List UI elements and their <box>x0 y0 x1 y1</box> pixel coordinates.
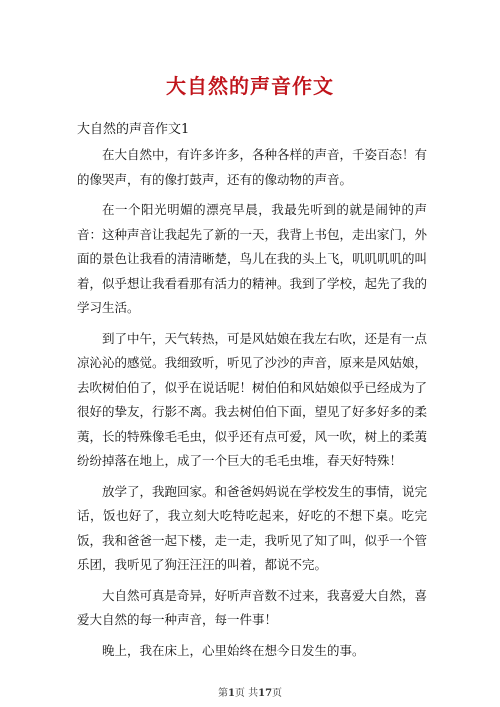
document-title: 大自然的声音作文 <box>166 74 334 98</box>
paragraph-1: 在大自然中，有许多许多，各种各样的声音，千姿百态！有的像哭声，有的像打鼓声，还有的像动物的声音。 <box>77 147 428 187</box>
paragraph-3: 到了中午，天气转热，可是风姑娘在我左右吹，还是有一点凉沁沁的感觉。我细致听，听见了沙沙的声音，原来是风姑娘，去吹树伯伯了，似乎在说话呢！树伯伯和风姑娘似乎已经成为了很好的挚友，行影不离。我去树伯伯下面，望见了好多好多的柔荑，长的特殊像毛毛虫，似乎还有点可爱，风一吹，树上的柔荑纷纷掉落在地上，成了一个巨大的毛毛虫堆，春天好特殊！ <box>77 330 428 468</box>
total-page-count: 17 <box>258 688 273 699</box>
page-footer <box>0 684 500 699</box>
footer-middle: 页 共 <box>234 688 259 699</box>
current-page-number: 1 <box>227 688 235 699</box>
footer-suffix: 页 <box>272 688 283 699</box>
paragraph-6: 晚上，我在床上，心里始终在想今日发生的事。 <box>102 642 365 658</box>
footer-prefix: 第 <box>217 688 228 699</box>
paragraph-5: 大自然可真是奇异，好听声音数不过来，我喜爱大自然，喜爱大自然的每一种声音，每一件事！ <box>77 587 428 627</box>
paragraph-4: 放学了，我跑回家。和爸爸妈妈说在学校发生的事情，说完话，饭也好了，我立刻大吃特吃起来，好吃的不想下桌。吃完饭，我和爸爸一起下楼，走一走，我听见了知了叫，似乎一个管乐团，我听见了狗汪汪汪的叫着，都说不完。 <box>77 483 428 572</box>
paragraph-2: 在一个阳光明媚的漂亮早晨，我最先听到的就是闹钟的声音：这种声音让我起先了新的一天，我背上书包，走出家门，外面的景色让我看的清清晰楚，鸟儿在我的头上飞，叽叽叽叽的叫着，似乎想让我看看那有活力的精神。我到了学校，起先了我的学习生活。 <box>77 202 428 315</box>
section-heading: 大自然的声音作文1 <box>77 122 190 137</box>
document-body <box>77 143 427 669</box>
